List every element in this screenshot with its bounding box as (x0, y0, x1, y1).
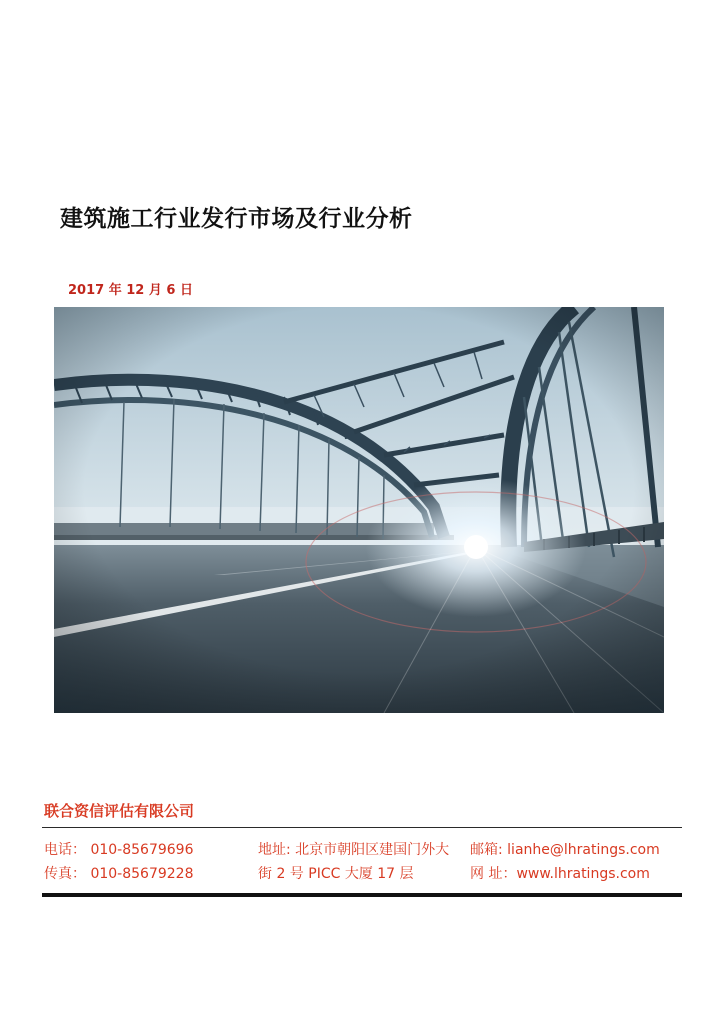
bridge-icon (54, 307, 664, 713)
divider-bottom (42, 893, 682, 897)
address-line-2: 街 2 号 PICC 大厦 17 层 (258, 866, 414, 882)
cover-image (54, 307, 664, 713)
address-line-1: 地址: 北京市朝阳区建国门外大 (258, 842, 450, 858)
fax-text: 传真： 010-85679228 (44, 866, 194, 882)
divider-top (42, 827, 682, 828)
email-text[interactable]: 邮箱: lianhe@lhratings.com (470, 842, 660, 858)
document-title: 建筑施工行业发行市场及行业分析 (60, 206, 413, 232)
website-link[interactable]: 网 址：www.lhratings.com (470, 866, 650, 882)
document-date: 2017 年 12 月 6 日 (68, 283, 193, 298)
phone-text: 电话： 010-85679696 (44, 842, 194, 858)
company-name: 联合资信评估有限公司 (44, 802, 195, 820)
